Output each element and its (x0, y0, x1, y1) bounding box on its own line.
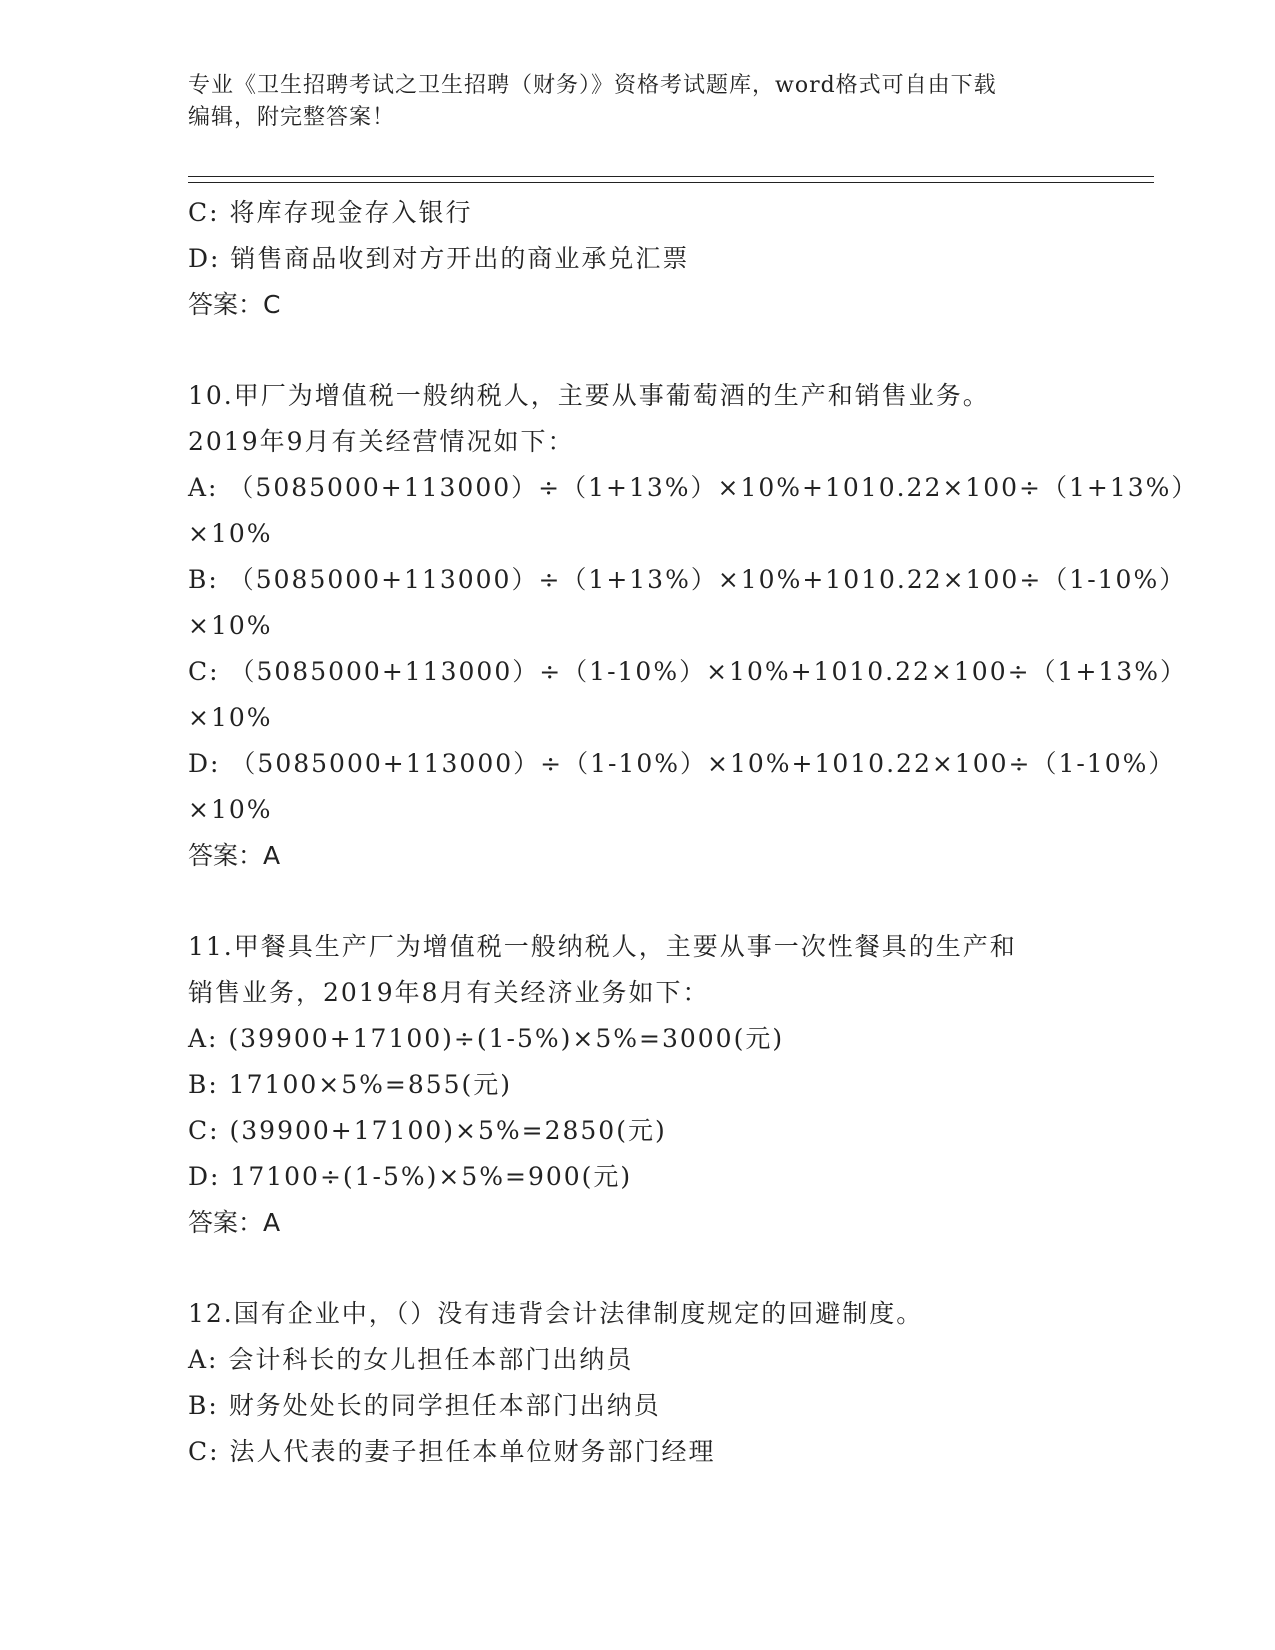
option-a: A: (39900+17100)÷(1-5%)×5%=3000(元) (188, 1024, 785, 1053)
question-list (188, 190, 1199, 1475)
option-c: C: 将库存现金存入银行 (188, 198, 473, 227)
option-c: C: (39900+17100)×5%=2850(元) (188, 1116, 667, 1145)
option-b: ×10% (188, 611, 273, 640)
option-c: ×10% (188, 703, 273, 732)
question-stem: 12.国有企业中，（）没有违背会计法律制度规定的回避制度。 (188, 1299, 924, 1328)
header-divider (188, 176, 1154, 177)
option-b: B: 17100×5%=855(元) (188, 1070, 513, 1099)
answer-line: 答案：A (188, 841, 281, 870)
option-c: C: 法人代表的妻子担任本单位财务部门经理 (188, 1437, 716, 1466)
question-stem: 10.甲厂为增值税一般纳税人，主要从事葡萄酒的生产和销售业务。 (188, 381, 990, 410)
question-block (188, 924, 1088, 1246)
question-stem: 11.甲餐具生产厂为增值税一般纳税人，主要从事一次性餐具的生产和 (188, 932, 1017, 961)
answer-line: 答案：A (188, 1208, 281, 1237)
option-c: C: （5085000+113000）÷（1-10%）×10%+1010.22×100÷（1+13%） (188, 657, 1187, 686)
header-divider (188, 182, 1154, 183)
header-line-1: 专业《卫生招聘考试之卫生招聘（财务）》资格考试题库，word格式可自由下载 (188, 73, 997, 98)
option-d: D: 17100÷(1-5%)×5%=900(元) (188, 1162, 633, 1191)
question-stem: 销售业务，2019年8月有关经济业务如下： (188, 978, 710, 1007)
option-d: D: （5085000+113000）÷（1-10%）×10%+1010.22×100÷（1-10%） (188, 749, 1176, 778)
document-header (188, 70, 1088, 134)
answer-line: 答案：C (188, 290, 281, 319)
option-a: A: 会计科长的女儿担任本部门出纳员 (188, 1345, 634, 1374)
option-b: B: 财务处处长的同学担任本部门出纳员 (188, 1391, 661, 1420)
option-a: ×10% (188, 519, 273, 548)
option-d: D: 销售商品收到对方开出的商业承兑汇票 (188, 244, 690, 273)
question-block (188, 190, 1088, 328)
option-d: ×10% (188, 795, 273, 824)
option-b: B: （5085000+113000）÷（1+13%）×10%+1010.22×100÷（1-10%） (188, 565, 1187, 594)
option-a: A: （5085000+113000）÷（1+13%）×10%+1010.22×100÷（1+13%） (188, 473, 1199, 502)
question-block (188, 373, 1199, 879)
question-stem: 2019年9月有关经营情况如下： (188, 427, 575, 456)
header-line-2: 编辑，附完整答案！ (188, 105, 396, 130)
question-block (188, 1291, 1088, 1475)
